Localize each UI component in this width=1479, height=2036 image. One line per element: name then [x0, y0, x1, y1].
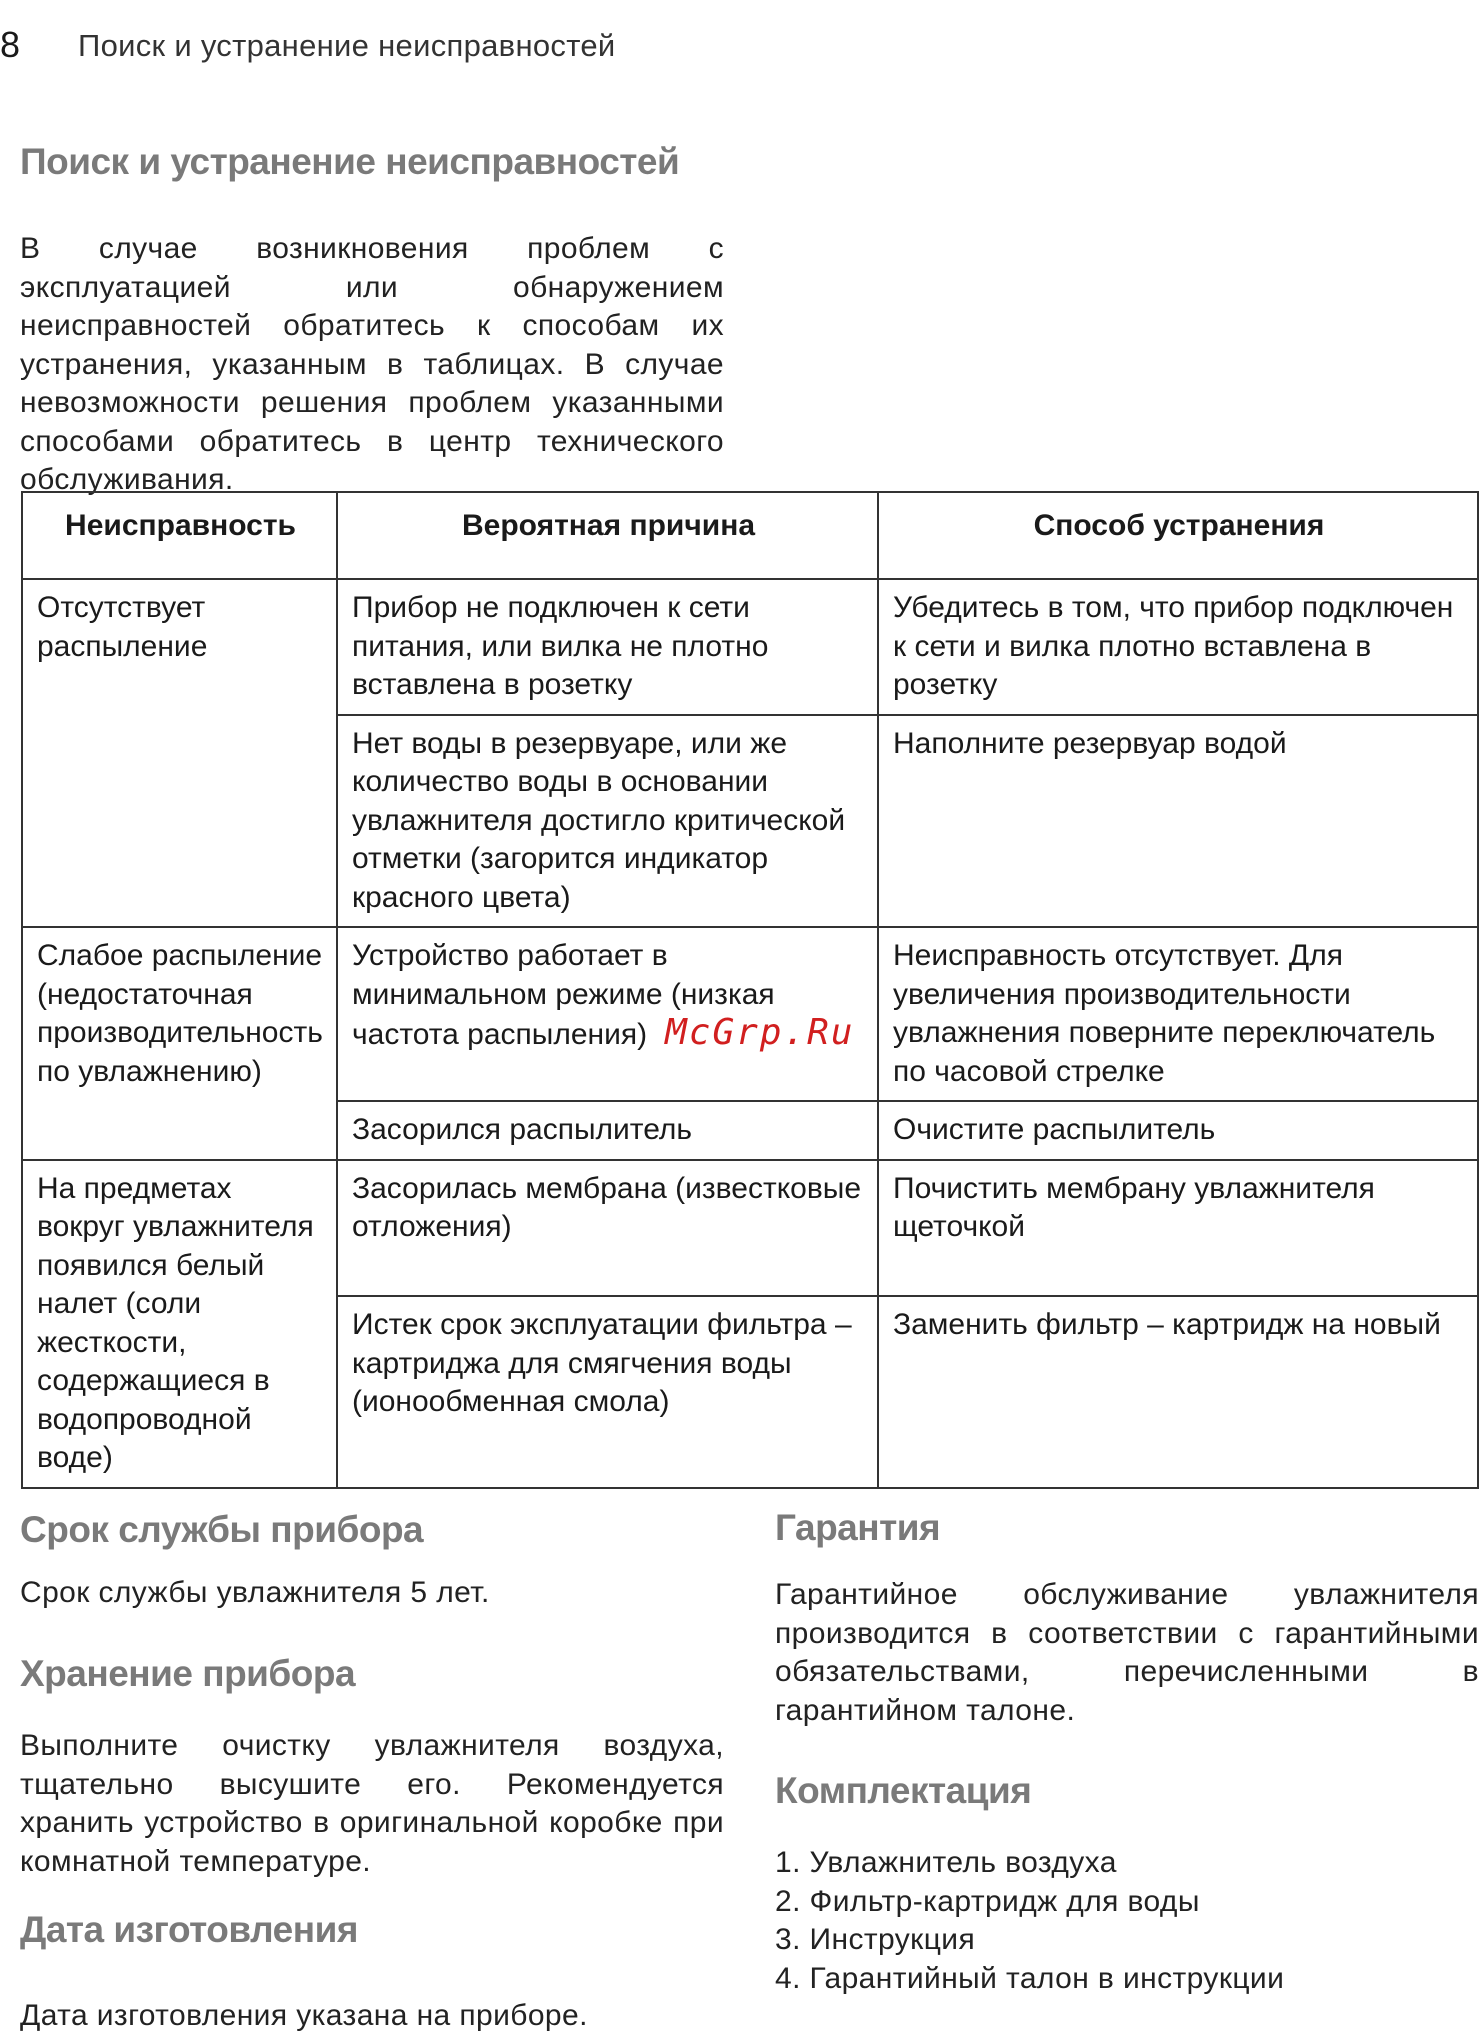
fault-cell: Слабое распыление (недостаточная производительность по увлажнению): [22, 927, 337, 1160]
cause-cell: Засорилась мембрана (известковые отложения): [337, 1160, 878, 1297]
intro-paragraph: В случае возникновения проблем с эксплуатацией или обнаружением неисправностей обратитесь к способам их устранения, указанным в таблицах. В случае невозможности решения проблем указанными способами обратитесь в центр технического обслуживания.: [20, 232, 724, 496]
header-remedy: Способ устранения: [878, 492, 1478, 579]
list-item: 2. Фильтр-картридж для воды: [775, 1884, 1200, 1918]
list-item: 1. Увлажнитель воздуха: [775, 1846, 1117, 1879]
fault-cell: На предметах вокруг увлажнителя появился белый налет (соли жесткости, содержащиеся в водопроводной воде): [22, 1160, 337, 1488]
section-title-warranty: Гарантия: [775, 1507, 941, 1548]
list-item: 3. Инструкция: [775, 1923, 976, 1956]
section-title-manufacture-date: Дата изготовления: [20, 1909, 358, 1950]
header-fault: Неисправность: [22, 492, 337, 579]
table-row: [22, 1160, 1478, 1297]
fault-cell: Отсутствует распыление: [22, 579, 337, 927]
service-life-text: Срок службы увлажнителя 5 лет.: [20, 1576, 490, 1609]
storage-text: Выполните очистку увлажнителя воздуха, тщательно высушите его. Рекомендуется хранить устройство в оригинальной коробке при комнатной температуре.: [20, 1729, 724, 1878]
watermark: McGrp.Ru: [665, 1012, 855, 1053]
warranty-text: Гарантийное обслуживание увлажнителя производится в соответствии с гарантийными обязательствами, перечисленными в гарантийном талоне.: [775, 1578, 1479, 1727]
table-row: [22, 927, 1478, 1101]
remedy-cell: Неисправность отсутствует. Для увеличения производительности увлажнения поверните переключатель по часовой стрелке: [878, 927, 1478, 1101]
header-cause: Вероятная причина: [337, 492, 878, 579]
cause-text: Устройство работает в минимальном режиме (низкая частота распыления): [352, 939, 775, 1051]
cause-cell: Засорился распылитель: [337, 1101, 878, 1160]
package-contents-list: [775, 1844, 1284, 1998]
remedy-cell: Заменить фильтр – картридж на новый: [878, 1296, 1478, 1487]
section-title-storage: Хранение прибора: [20, 1653, 356, 1694]
section-title-package-contents: Комплектация: [775, 1770, 1032, 1811]
manufacture-date-text: Дата изготовления указана на приборе.: [20, 1999, 588, 2032]
section-title-service-life: Срок службы прибора: [20, 1509, 424, 1550]
troubleshooting-table: [21, 491, 1479, 1489]
page-title: Поиск и устранение неисправностей: [20, 141, 680, 182]
table-header-row: [22, 492, 1478, 579]
remedy-cell: Убедитесь в том, что прибор подключен к сети и вилка плотно вставлена в розетку: [878, 579, 1478, 715]
cause-cell: Нет воды в резервуаре, или же количество воды в основании увлажнителя достигло критической отметки (загорится индикатор красного цвета): [337, 715, 878, 928]
table-row: [22, 579, 1478, 715]
remedy-cell: Наполните резервуар водой: [878, 715, 1478, 928]
remedy-cell: Почистить мембрану увлажнителя щеточкой: [878, 1160, 1478, 1297]
list-item: 4. Гарантийный талон в инструкции: [775, 1961, 1285, 1995]
cause-cell: Прибор не подключен к сети питания, или вилка не плотно вставлена в розетку: [337, 579, 878, 715]
remedy-cell: Очистите распылитель: [878, 1101, 1478, 1160]
cause-cell: [337, 927, 878, 1101]
running-header: Поиск и устранение неисправностей: [78, 28, 616, 63]
page-number: 8: [0, 24, 21, 65]
cause-cell: Истек срок эксплуатации фильтра – картриджа для смягчения воды (ионообменная смола): [337, 1296, 878, 1487]
